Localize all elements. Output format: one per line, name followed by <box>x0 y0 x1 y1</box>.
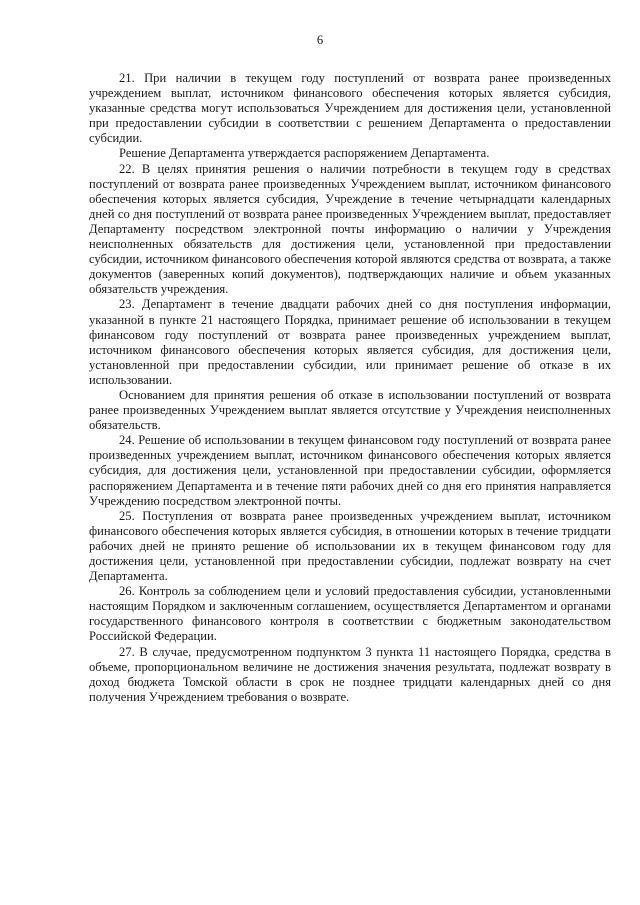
paragraph-23-refusal-basis: Основанием для принятия решения об отказе в использовании поступлений от возврата ранее произведенных Учреждением выплат является отсутствие у Учреждения неисполненных обязательств. <box>89 387 611 433</box>
paragraph-24: 24. Решение об использовании в текущем финансовом году поступлений от возврата ранее произведенных учреждением выплат, источником финансового обеспечения которых является субсидия, для достижения цели, установленной при предоставлении субсидии, оформляется распоряжением Департамента и в течение пяти рабочих дней со дня его принятия направляется Учреждению посредством электронной почты. <box>89 433 611 508</box>
paragraph-21-decision: Решение Департамента утверждается распоряжением Департамента. <box>119 146 490 161</box>
paragraph-21: 21. При наличии в текущем году поступлений от возврата ранее произведенных учреждением выплат, источником финансового обеспечения которых является субсидия, указанные средства могут использоваться Учреждением для достижения цели, установленной при предоставлении субсидии в соответствии с решением Департамента о предоставлении субсидии. <box>89 71 611 146</box>
page-number: 6 <box>316 33 324 47</box>
document-body <box>89 71 611 705</box>
paragraph-23: 23. Департамент в течение двадцати рабочих дней со дня поступления информации, указанной в пункте 21 настоящего Порядка, принимает решение об использовании в текущем финансовом году поступлений от возврата ранее произведенных учреждением выплат, источником финансового обеспечения которых является субсидия, для достижения цели, установленной при предоставлении субсидии, или принимает решение об отказе в их использовании. <box>89 297 611 387</box>
paragraph-25: 25. Поступления от возврата ранее произведенных учреждением выплат, источником финансового обеспечения которых является субсидия, в отношении которых в течение тридцати рабочих дней не принято решение об использовании их в текущем финансовом году для достижения цели, установленной при предоставлении субсидии, подлежат возврату на счет Департамента. <box>89 508 611 584</box>
paragraph-27: 27. В случае, предусмотренном подпунктом 3 пункта 11 настоящего Порядка, средства в объеме, пропорциональном величине не достижения значения результата, подлежат возврату в доход бюджета Томской области в срок не позднее тридцати календарных дней со дня получения Учреждением требования о возврате. <box>89 644 611 704</box>
paragraph-22: 22. В целях принятия решения о наличии потребности в текущем году в средствах поступлений от возврата ранее произведенных Учреждением выплат, источником финансового обеспечения которых является субсидия, Учреждение в течение четырнадцати календарных дней со дня поступлений от возврата ранее произведенных Учреждением выплат, предоставляет Департаменту посредством электронной почты информацию о наличии у Учреждения неисполненных обязательств для достижения цели, установленной при предоставлении субсидии, источником финансового обеспечения которой являются средства от возврата, а также документов (заверенных копий документов), подтверждающих наличие и объем указанных обязательств учреждения. <box>89 161 611 297</box>
paragraph-26: 26. Контроль за соблюдением цели и условий предоставления субсидии, установленными настоящим Порядком и заключенным соглашением, осуществляется Департаментом и органами государственного финансового контроля в соответствии с бюджетным законодательством Российской Федерации. <box>89 584 611 644</box>
